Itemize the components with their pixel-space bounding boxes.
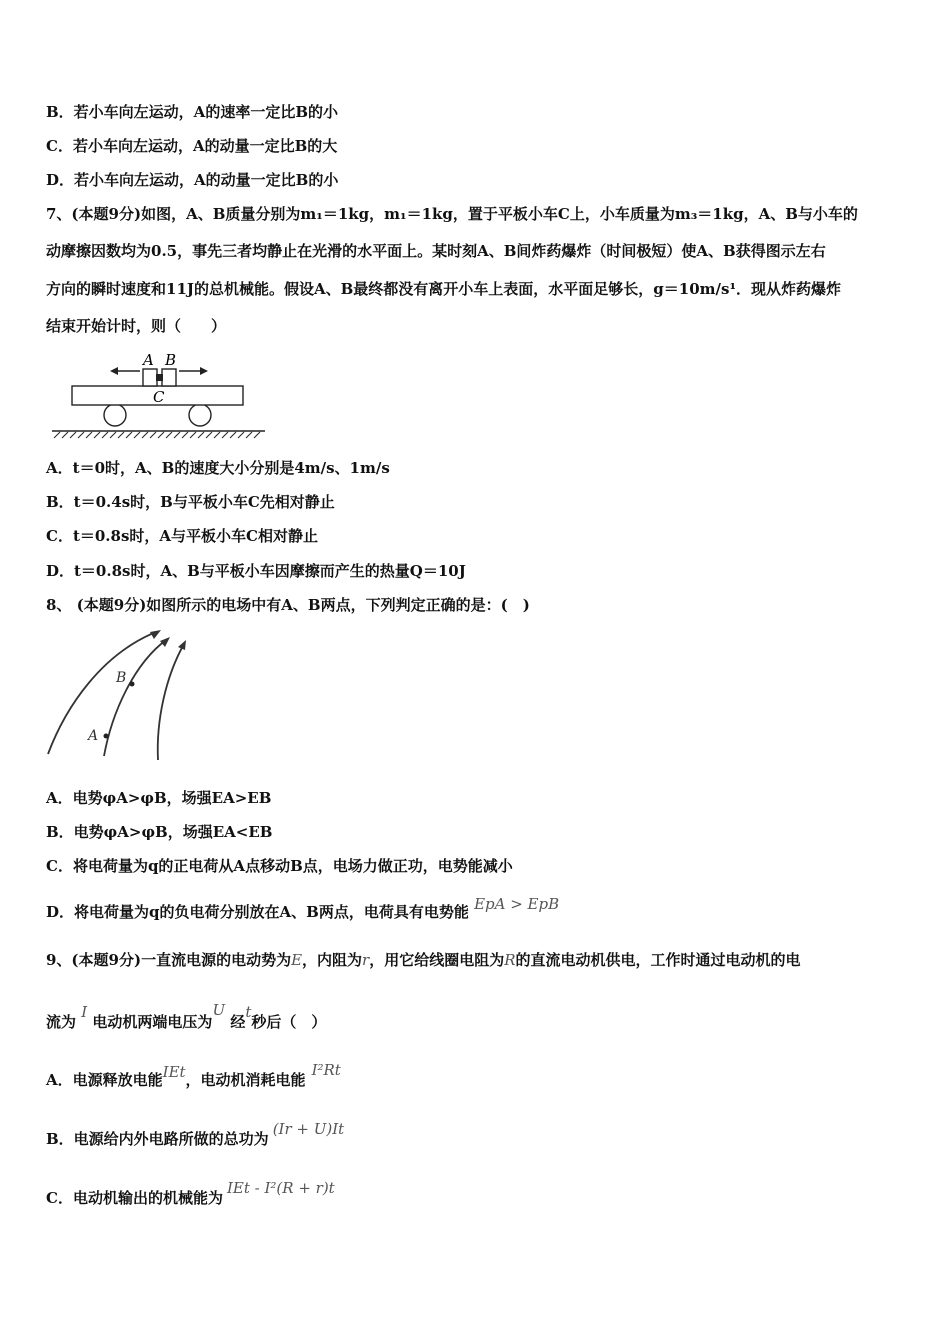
point-b [130,682,135,687]
cart-figure [50,345,270,440]
left-wheel [104,404,126,426]
q7-option-a: A．t＝0时，A、B的速度大小分别是4m/s、1m/s [46,459,390,477]
point-a-label: A [88,728,99,744]
q9-option-c-text: C．电动机输出的机械能为 [46,1189,223,1207]
q8-option-a: A．电势φA>φB，场强EA>EB [46,789,272,807]
q9-stem-line1 [46,950,801,970]
label-c: C [153,388,165,406]
q9-option-a [46,1061,341,1090]
q9-option-c [46,1179,335,1208]
block-b [162,369,176,386]
q6-option-b: B．若小车向左运动，A的速率一定比B的小 [46,103,338,121]
q9-option-a-text: A．电源释放电能 [46,1071,163,1089]
q9-option-c-math: IEt - I²(R + r)t [226,1179,335,1197]
arrow-left-head [110,367,118,375]
ground-hatch [54,432,260,438]
field-line-1 [48,632,156,754]
right-wheel [189,404,211,426]
arrow-right-head [200,367,208,375]
q7-stem-line2: 动摩擦因数均为0.5，事先三者均静止在光滑的水平面上。某时刻A、B间炸药爆炸（时间极短）使A、B获得图示左右 [46,242,826,260]
q9-option-a-math2: I²Rt [311,1061,341,1079]
q7-option-d: D．t＝0.8s时，A、B与平板小车因摩擦而产生的热量Q＝10J [46,562,466,580]
explosive [156,374,163,381]
q7-stem-line1: 7、(本题9分)如图，A、B质量分别为m₁＝1kg，m₁＝1kg，置于平板小车C上，小车质量为m₃＝1kg，A、B与小车的 [46,205,858,223]
q8-stem: 8、 (本题9分)如图所示的电场中有A、B两点，下列判定正确的是：( ) [46,596,530,614]
q9-stem-part: ，用它给线圈电阻为 [369,951,505,969]
q9-stem-part: 经 [230,1013,246,1031]
q9-option-b-text: B．电源给内外电路所做的总功为 [46,1130,269,1148]
q6-option-c: C．若小车向左运动，A的动量一定比B的大 [46,137,338,155]
field-line-1-arrow [150,630,161,639]
q9-sym-t: t [245,1003,252,1021]
q7-stem-line4: 结束开始计时，则（ ） [46,317,227,335]
q9-stem-part: 9、(本题9分)一直流电源的电动势为 [46,951,292,969]
q6-option-d: D．若小车向左运动，A的动量一定比B的小 [46,171,339,189]
q9-option-b-math: (Ir + U)It [272,1120,345,1138]
q9-stem-line2 [46,1001,327,1032]
label-a: A [143,351,154,369]
q9-option-b [46,1120,345,1149]
field-line-2-arrow [160,637,170,647]
q9-stem-part: 的直流电动机供电，工作时通过电动机的电 [515,951,801,969]
q8-option-d-math: EpA > EpB [474,895,560,913]
q7-option-b: B．t＝0.4s时，B与平板小车C先相对静止 [46,493,335,511]
q9-sym-e: E [291,951,303,969]
field-lines-figure [44,626,194,761]
q8-option-d-text: D．将电荷量为q的负电荷分别放在A、B两点，电荷具有电势能 [46,903,469,921]
field-line-3-arrow [178,640,186,650]
q8-option-d [46,895,560,922]
q9-sym-r: r [362,951,370,969]
q9-option-a-text2: ，电动机消耗电能 [185,1071,306,1089]
q9-option-a-math1: IEt [162,1063,186,1081]
point-b-label: B [116,670,127,686]
q7-option-c: C．t＝0.8s时，A与平板小车C相对静止 [46,527,318,545]
q9-stem-part: ，内阻为 [302,951,363,969]
point-a [104,734,109,739]
field-line-3 [158,644,184,760]
block-a [143,369,157,386]
q8-option-c: C．将电荷量为q的正电荷从A点移动B点，电场力做正功，电势能减小 [46,857,513,875]
q7-stem-line3: 方向的瞬时速度和11J的总机械能。假设A、B最终都没有离开小车上表面，水平面足够长，g＝10m/s¹．现从炸药爆炸 [46,280,842,298]
q9-stem-part: 秒后（ ） [251,1013,327,1031]
q9-stem-part: 电动机两端电压为 [92,1013,213,1031]
q9-sym-R: R [504,951,516,969]
label-b: B [165,351,177,369]
q9-sym-u: U [212,1001,226,1019]
q8-option-b: B．电势φA>φB，场强EA<EB [46,823,273,841]
q9-stem-part: 流为 [46,1013,77,1031]
q9-sym-i: I [81,1003,88,1021]
